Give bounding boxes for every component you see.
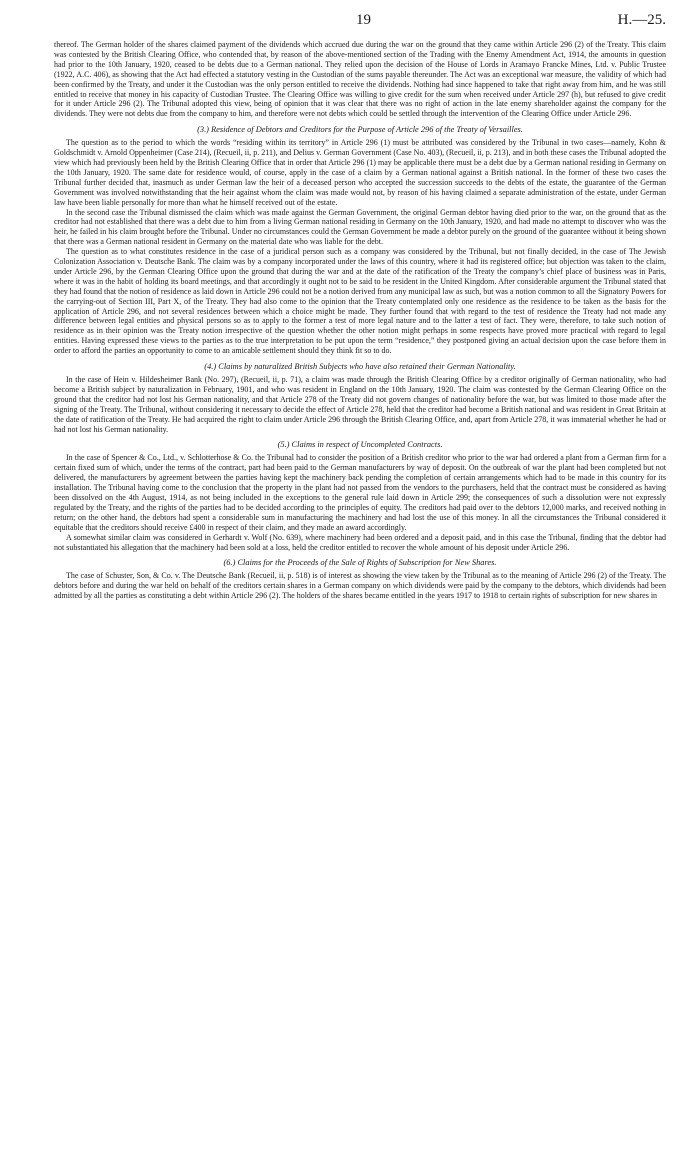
page-header [54,0,666,40]
paragraph: The question as to the period to which the words “residing within its territory” in Article 296 (1) must be attributed was considered by the Tribunal in two cases—namely, Kohn & Goldschmidt v. Arnold Oppenheimer (Case 214), (Recueil, ii, p. 211), and Delius v. German Government (Case No. 403), (Recueil, ii, p. 213), and in both these cases the Tribunal adopted the view which had previously been held by the British Clearing Office that in order that Article 296 (1) may be applicable there must be a debt due by a German national residing in Germany on the 10th January, 1920. The same date for residence would, of course, apply in the case of a claim by a German national against a British national. In the former of these two cases the Tribunal further decided that, inasmuch as under German law the heir of a deceased person who accepted the succession succeeds to the debts of the estate, the guarantee of the German Government was involved notwithstanding that the heir against whom the claim was made would not, by reason of his having claimed a separate administration of the estate, under German law have been liable personally for more than what he himself received out of the estate. [54,138,666,207]
paragraph: In the case of Hein v. Hildesheimer Bank (No. 297), (Recueil, ii, p. 71), a claim was made through the British Clearing Office by a creditor originally of German nationality, who had become a British subject by naturalization in February, 1901, and who was resident in England on the 10th January, 1920. The claim was contested by the German Clearing Office on the ground that the creditor had not lost his German nationality, and that Article 278 of the Treaty did not govern changes of nationality before the war, but was limited to those made after the signing of the Treaty. The Tribunal, without considering it necessary to decide the effect of Article 278, held that the creditor had become a British national and was resident in Great Britain at the date of ratification of the Treaty. He had acquired the right to claim under Article 296 through the British Clearing Office, and, apart from Article 278, it was immaterial whether he had or had not lost his German nationality. [54,375,666,434]
paragraph: The case of Schuster, Son, & Co. v. The Deutsche Bank (Recueil, ii, p. 518) is of interest as showing the view taken by the Tribunal as to the meaning of Article 296 (2) of the Treaty. The debtors before and during the war held on behalf of the creditors certain shares in a German company on which dividends were paid by the company to the debtors, which dividends had been admitted by all the parties as constituting a debt within Article 296 (2). The holders of the shares became entitled in the years 1917 to 1918 to certain rights of subscription for new shares in [54,571,666,601]
section-heading: (6.) Claims for the Proceeds of the Sale of Rights of Subscription for New Shares. [223,558,497,568]
page-number: 19 [356,12,371,28]
paragraph: In the second case the Tribunal dismissed the claim which was made against the German Government, the original German debtor having died prior to the war, on the ground that as the creditor had not established that there was a debt due to him from a living German national residing in Germany on the 10th January, 1920, and had made no attempt to discover who was the heir, he failed in his claim brought before the Tribunal. Under no circumstances could the German Government be made a debtor purely on the ground of the guarantee without it being shown that there was a German national resident in Germany on the material date who was liable for the debt. [54,207,666,247]
section-heading: (5.) Claims in respect of Uncompleted Contracts. [277,440,443,450]
paragraph: The question as to what constitutes residence in the case of a juridical person such as a company was considered by the Tribunal, but not finally decided, in the case of The Jewish Colonization Association v. Deutsche Bank. The claim was by a company incorporated under the laws of this country, where it had its registered office; but objection was taken to the claim, under Article 296, by the German Clearing Office upon the ground that during the war and at the date of the ratification of the Treaty the company’s chief place of business was in Paris, where it was in the habit of holding its board meetings, and that accordingly it ought not to be said to be resident in the United Kingdom. After considerable argument the Tribunal stated that they had found that the notion of residence as laid down in Article 296 could not be a notion derived from any municipal law as such, but was a notion common to all the Signatory Powers for the carrying-out of Section III, Part X, of the Treaty. They had also come to the opinion that the Treaty contemplated only one residence as the residence to be taken as the basis for the application of Article 296, and not several residences between which a choice might be made. They further found that with regard to the test of residence the Treaty had not made any difference between legal entities and physical persons so as to apply to the former a test of more legal nature and to the latter a test of fact. They were, therefore, to take such notion of residence as in their opinion was the Treaty notion irrespective of the question whether the other notion might perhaps in some respects have proved more practical with regard to legal entities. Having expressed these views to the parties as to the true interpretation to be put upon the term “residence,” they postponed giving an actual decision upon the case before them in order to afford the parties an opportunity to come to an amicable settlement should they think fit so to do. [54,247,666,356]
paragraph: In the case of Spencer & Co., Ltd., v. Schlotterhose & Co. the Tribunal had to consider the position of a British creditor who prior to the war had ordered a plant from a German firm for a certain fixed sum of which, under the terms of the contract, part had been paid to the German manufacturers by way of deposit. On the outbreak of war the plant had been completed but not delivered, the manufacturers by agreement between the parties having kept the machinery back pending the completion of certain arrangements which had to be made in this country for its installation. The Tribunal having come to the conclusion that the property in the plant had not passed from the vendors to the purchasers, held that the contract must be considered as having been dissolved on the 4th August, 1914, as not being included in the exceptions to the general rule laid down in Article 299; the consequences of such a dissolution were not expressly regulated by the Treaty, and the rights of the parties had to be decided according to the principles of equity. The creditors had paid over to the debtors 12,000 marks, and received nothing in return; on the other hand, the debtors had spent a considerable sum in manufacturing the machinery and had lost the use of this money. In all the circumstances the Tribunal considered it equitable that the creditors should receive £400 in respect of their claim, and they made an award accordingly. [54,453,666,532]
section-heading: (4.) Claims by naturalized British Subjects who have also retained their German Nationality. [204,362,516,372]
paragraph: thereof. The German holder of the shares claimed payment of the dividends which accrued due during the war on the ground that they came within Article 296 (2) of the Treaty. This claim was contested by the British Clearing Office, who contended that, by reason of the above-mentioned section of the Trading with the Enemy Amendment Act, 1914, the amounts in question had prior to the 10th January, 1920, ceased to be debts due to a German national. They relied upon the decision of the House of Lords in Aramayo Francke Mines, Ltd. v. Public Trustee (1922, A.C. 406), as showing that the Act had effected a statutory vesting in the Custodian of the sums payable thereunder. The Act was an exceptional war measure, the validity of which had been confirmed by the Treaty, and under it the Custodian was the only person entitled to receive the dividends. Nothing had since happened to take that right away from him, and he was still entitled to receive that money in his capacity of Custodian Trustee. The Clearing Office was willing to give credit for the sum when received under Article 297 (h), but refused to give credit for it under Article 296 (2). The Tribunal adopted this view, being of opinion that it was clear that there was no right of action in the late enemy shareholder against the company for the dividends. They were not debts due from the company to him, and therefore were not debts which could be settled through the intervention of the Clearing Office under Article 296. [54,40,666,119]
document-reference: H.—25. [617,12,666,28]
document-body [54,40,666,601]
paragraph: A somewhat similar claim was considered in Gerhardt v. Wolf (No. 639), where machinery had been ordered and a deposit paid, and in this case the Tribunal, finding that the debtor had not substantiated his allegation that the machinery had been sold at a loss, held the creditor entitled to recover the whole amount of his deposit under Article 296. [54,532,666,552]
section-heading: (3.) Residence of Debtors and Creditors for the Purpose of Article 296 of the Treaty of Versailles. [197,125,523,135]
